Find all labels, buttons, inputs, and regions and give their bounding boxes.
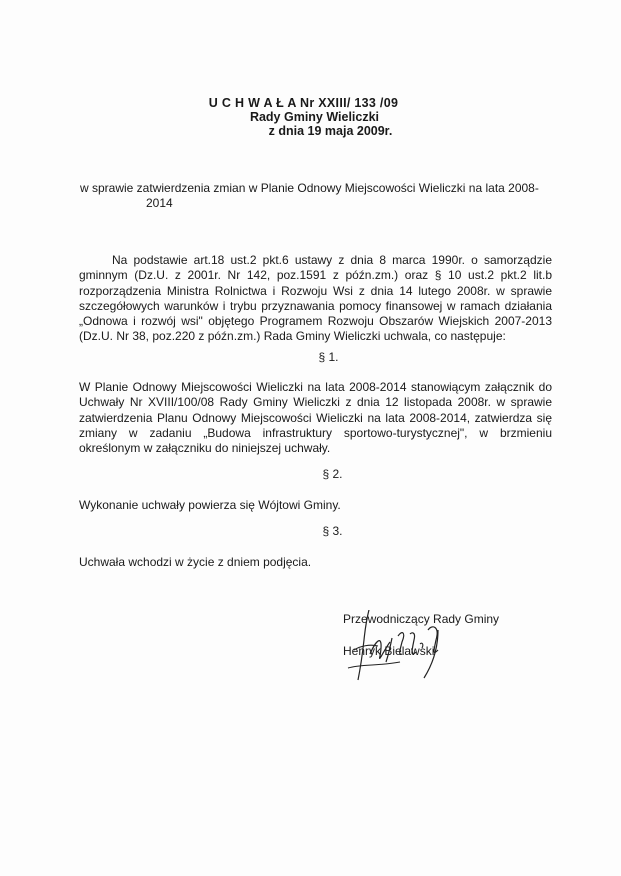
subject-line-2: 2014 <box>146 196 173 210</box>
section-1-text: W Planie Odnowy Miejscowości Wieliczki na lata 2008-2014 stanowiącym załącznik do Uchwały Nr XVIII/100/08 Rady Gminy Wieliczki z dnia 12 listopada 2008r. w sprawie zatwierdzenia Planu Odnowy Miejscowości Wieliczki na lata 2008-2014, zatwierdza się zmiany w zadaniu „Budowa infrastruktury sportowo-turystycznej", w brzmieniu określonym w załączniku do niniejszej uchwały. <box>79 380 552 456</box>
resolution-subject <box>80 181 580 211</box>
resolution-number: U C H W A Ł A Nr XXIII/ 133 /09 <box>208 96 399 110</box>
handwritten-signature-icon <box>340 610 540 690</box>
resolution-header <box>0 96 621 138</box>
subject-line-1: w sprawie zatwierdzenia zmian w Planie Odnowy Miejscowości Wieliczki na lata 2008- <box>80 181 539 195</box>
signatory-name: Henryk Bielawski <box>343 644 435 658</box>
section-2-text: Wykonanie uchwały powierza się Wójtowi Gminy. <box>79 498 341 512</box>
signatory-title: Przewodniczący Rady Gminy <box>343 612 500 626</box>
legal-basis-paragraph: Na podstawie art.18 ust.2 pkt.6 ustawy z dnia 8 marca 1990r. o samorządzie gminnym (Dz.U. z 2001r. Nr 142, poz.1591 z późn.zm.) oraz § 10 ust.2 pkt.2 lit.b rozporządzenia Ministra Rolnictwa i Rozwoju Wsi z dnia 14 lutego 2008r. w sprawie szczegółowych warunków i trybu przyznawania pomocy finansowej w ramach działania „Odnowa i rozwój wsi" objętego Programem Rozwoju Obszarów Wiejskich 2007-2013 (Dz.U. Nr 38, poz.220 z późn.zm.) Rada Gminy Wieliczki uchwala, co następuje: <box>79 253 552 344</box>
signature-block <box>340 610 540 690</box>
resolution-date: z dnia 19 maja 2009r. <box>268 124 393 138</box>
section-3-text: Uchwała wchodzi w życie z dniem podjęcia. <box>79 555 312 569</box>
section-1-mark: § 1. <box>318 350 339 364</box>
council-name: Rady Gminy Wieliczki <box>249 110 380 124</box>
section-3-mark: § 3. <box>322 524 343 538</box>
section-2-mark: § 2. <box>322 467 343 481</box>
